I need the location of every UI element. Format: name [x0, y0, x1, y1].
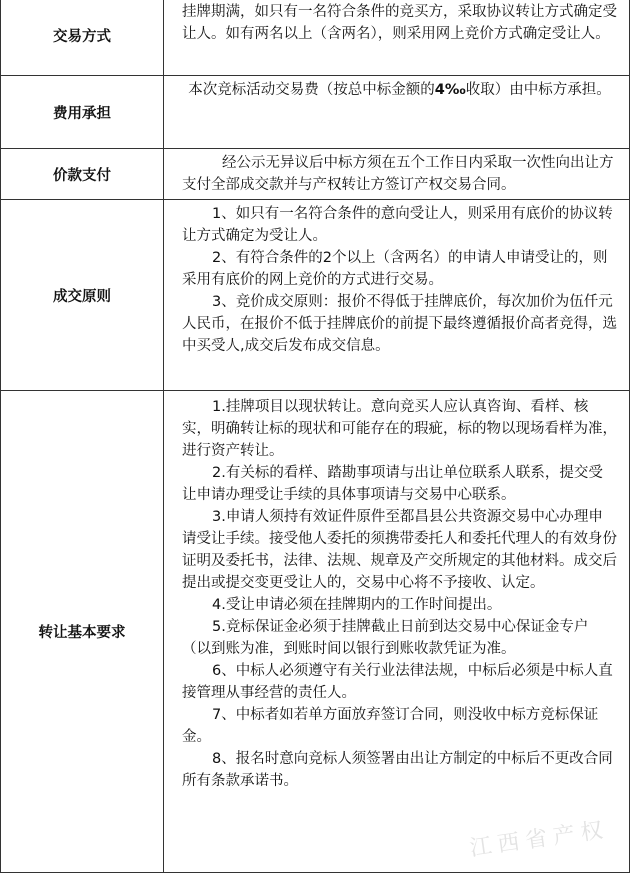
requirement-item: 1.挂牌项目以现状转让。意向竞买人应认真咨询、看样、核实，明确转让标的现状和可能存在的瑕疵，标的物以现场看样为准，进行资产转让。 [182, 399, 617, 459]
row-content [164, 149, 630, 200]
row-label: 费用承担 [1, 76, 164, 149]
requirement-item: 8、报名时意向竞标人须签署由出让方制定的中标后不更改合同所有条款承诺书。 [182, 751, 613, 789]
requirement-item: 2.有关标的看样、踏勘事项请与出让单位联系人联系，提交受让申请办理受让手续的具体事项请与交易中心联系。 [182, 465, 603, 503]
principle-item: 2、有符合条件的2个以上（含两名）的申请人申请受让的，则采用有底价的网上竞价的方式进行交易。 [182, 250, 608, 288]
row-payment [1, 149, 630, 200]
row-content [164, 0, 630, 76]
fee-text-before: 本次竞标活动交易费（按总中标金额的 [188, 82, 435, 98]
row-content [164, 76, 630, 149]
row-transfer-requirements [1, 391, 630, 873]
fee-text-after: 收取）由中标方承担。 [465, 82, 611, 98]
row-content [164, 391, 630, 873]
requirement-item: 3.申请人须持有效证件原件至都昌县公共资源交易中心办理申请受让手续。接受他人委托的须携带委托人和委托代理人的有效身份证明及委托书，法律、法规、规章及产交所规定的其他材料。成交后提出或提交变更受让人的，交易中心将不予接收、认定。 [182, 509, 617, 591]
requirement-item: 7、中标者如若单方面放弃签订合同，则没收中标方竞标保证金。 [182, 707, 599, 745]
watermark-text: 江西省产权 [468, 817, 611, 862]
requirement-item: 6、中标人必须遵守有关行业法律法规，中标后必须是中标人直接管理从事经营的责任人。 [182, 663, 613, 701]
row-label: 交易方式 [1, 0, 164, 76]
payment-text: 经公示无异议后中标方须在五个工作日内采取一次性向出让方支付全部成交款并与产权转让方签订产权交易合同。 [182, 155, 614, 193]
row-label: 价款支付 [1, 149, 164, 200]
fee-text [182, 79, 617, 101]
principle-item: 3、竞价成交原则：报价不得低于挂牌底价，每次加价为伍仟元人民币，在报价不低于挂牌底价的前提下最终遵循报价高者竞得，选中买受人,成交后发布成交信息。 [182, 294, 617, 354]
row-label: 转让基本要求 [1, 391, 164, 873]
principle-item: 1、如只有一名符合条件的意向受让人，则采用有底价的协议转让方式确定为受让人。 [182, 206, 613, 244]
trading-method-text: 挂牌期满，如只有一名符合条件的竞买方，采取协议转让方式确定受让人。如有两名以上（含两名），则采用网上竞价方式确定受让人。 [182, 4, 617, 42]
row-trading-method [1, 0, 630, 76]
requirement-item: 4.受让申请必须在挂牌期内的工作时间提出。 [212, 597, 502, 613]
fee-percent: 4‰ [434, 82, 466, 98]
row-content [164, 200, 630, 391]
requirement-item: 5.竞标保证金必须于挂牌截止日前到达交易中心保证金专户（以到账为准，到账时间以银行到账收款凭证为准。 [182, 619, 589, 657]
row-fee-bearing [1, 76, 630, 149]
row-deal-principle [1, 200, 630, 391]
row-label: 成交原则 [1, 200, 164, 391]
